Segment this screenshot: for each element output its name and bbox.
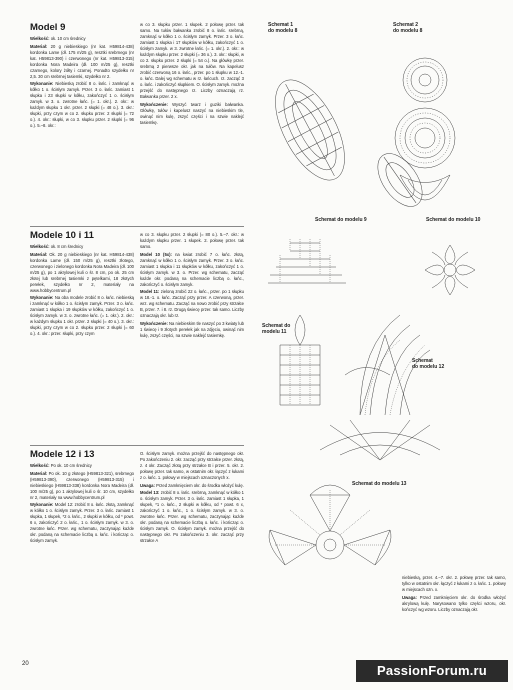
schema13-star	[269, 485, 391, 565]
watermark-logo: PassionForum.ru	[356, 660, 508, 682]
schema13-label: Schemat do modelu 13	[352, 481, 407, 487]
schema10-flower	[425, 245, 475, 295]
model9-cont-text: w co 3. słupku przer. 1 słupek. 2 połowę przer. tak samo. Na tułów bałwanka zrobić 8 o. łańc. srebrną, zamknąć w kółko 1 o. ścisłym zamyk. Przer. 3 o. łańc. zamiast 1 słupka i 17 słupków w kółku, zakończyć 1 o. ścisłym zamyk. w 3. zwrotne łańc. (= 1. okr.). 2. okr.: w każdym słupku przer. 2 słupki (= 36 o.). 3. okr.: słupki, w co 2. słupku przer. 2 słupki (= 54 o.). Na główkę przer. srebrną 2 pierwsze okr. jak na tułów. Na kapelusz zrobić czerwoną 16 o. łańc., przer. po 1 słupku w 12.-1. o. łańc. Dalej wg schematu w rz. łańcuch. rz. zacząć 3 o. łańc. i zakończyć słupkiem. O. ścisłym zamyk. można przejść do następnego rz. Liczby oznaczają rz. Bałwanka przer. 2 x.	[140, 22, 244, 99]
models12-13-note: Uwaga: Przed zamknięciem okr. do środka włożyć kulę.	[140, 482, 244, 488]
models12-13-section	[30, 449, 134, 546]
models10-11-material: Materiał: Ok. 20 g niebieskiego (nr kat. H59814-438) kordonka Lame (dł. 150 m/25 g), resztki złotego, czerwonego i zielonego kordonka Nora Madeira (dł. 100 m/25 g), po 1 akrylowej kuli o śr. 8 cm, po ok. 25 cm złotej lub srebrnej tasiemki z pętelkami, 18 złotych perełek, szydełko nr 2, materiały na www.hobbycentrum.pl	[30, 251, 134, 293]
model9-size: Wielkość: ok. 10 cm średnicy	[30, 36, 86, 41]
schema9-label: Schemat do modelu 9	[315, 217, 367, 223]
models10-11-cont-text: w co 3. słupku przer. 2 słupki (= 80 o.). 5.–7. okr.: w każdym słupku przer. 1 słupek. 2. połowę przer. tak samo.	[140, 232, 244, 249]
page-number: 20	[22, 661, 29, 667]
models10-11-title: Modele 10 i 11	[30, 230, 94, 241]
models12-13-instructions: Wykonanie: Model 12: zrobić 8 o. łańc. złotą, zamknąć w kółko 1 o. ścisłym zamyk. Przer. 3 o. łańc. zamiast 1 słupka, 1 słupek, *2 o. łańc., 2 słupki w kółku, od * powt. 6 x, zakończyć 2 o. łańc., 1 o. ścisłym zamyk. w 3. o. zwrotne łańc. Przer. wg schematu, zaczynając każde okr. podaną na schemacie liczbą o. łańc. i kończąc o. ścisłym zamyk.	[30, 502, 134, 543]
model9-finishing: Wykończenie: Wyszyć twarz i guziki bałwanka. Główkę, tułów i kapelusz naszyć na niebieskim tle, owinąć nim kulę, zszyć części i na szwie naklejć tasiemkę.	[140, 101, 244, 125]
divider	[30, 445, 244, 446]
schema1-label: Schemat 1 do modelu 8	[268, 22, 298, 34]
models10-11-finishing: Wykończenie: Na niebieskim tle naszyć po 3 kwiaty lub 1 świecę i 9 złotych perełek jak na zdjęciu, owinąć nim kulę, zszyć części, na szwie naklejć tasiemkę.	[140, 320, 244, 338]
models12-13-end-text: niebieską, przer. 4.–7. okr. 2. połowę przer. tak samo, tylko w ostatnim okr. łączyć z łukami z o. łańc. 1. połowy w miejscach ozn. x.	[402, 575, 506, 592]
model9-title: Model 9	[30, 22, 66, 33]
models12-13-cont-text: O. ścisłym zamyk. można przejść do następnego okr. Po zakończeniu 2. okr. zacząć przy strzałce przer. złotą, z. 4 okr. Zacząć złotą przy strzałce B i przer. 5. okr. 2. połowę przer. tak samo, w ostatnim okr. łączyć z łukami z o. łańc. 1. połowy w miejscach oznaczonych x.	[140, 451, 244, 480]
models12-13-end-note: Uwaga: Przed zamknięciem okr. do środka włożyć akrylową kulę. Narysowano tylko części wzoru, okr. kończyć wg wzoru. Liczby oznaczają okr.	[402, 594, 507, 612]
schema9-chart	[268, 239, 346, 283]
model9-material: Materiał: 20 g niebieskiego (nr kat. H59814-438) kordonka Lame (dł. 175 m/25 g), resztki srebrnego (nr kat. H59813-390) i czerwonego (nr kat. H59813-315) kordonka Nora Madeira (dł. 100 m/25 g), resztki czarnego, kolory żółty i czarnej. Ponadto szydełko nr 2,5. 30 cm srebrnej tasiemki, szydełko nr 2.	[30, 43, 134, 79]
model9-section	[30, 22, 134, 131]
model9-continued	[140, 22, 244, 127]
schema11-label: Schemat do modelu 11	[262, 323, 291, 335]
models12-13-size: Wielkość: Po ok. 10 cm średnicy	[30, 463, 92, 468]
model8-diagrams	[250, 20, 510, 220]
models12-13-end	[402, 575, 506, 614]
schema10-label: Schemat do modelu 10	[426, 217, 481, 223]
models10-11-section	[30, 230, 134, 339]
models10-11-instructions: Wykonanie: Na oba modele zrobić 8 o. łańc. niebieską i zamknąć w kółko 1 o. ścisłym zamyk. Przer. 3 o. łańc. zamiast 1 słupka i 19 słupków w kółku, zakończyć 1 o. ścisłym zamyk. w 3. o. zwrotne łańc. (= 1. okr.). 2. okr.: w każdym słupku 1 okr. przer. 2 słupki (= 40 o.). 3. okr.: słupki, przy czym w co 2. słupku przer. 2 słupki (= 60 o.). 4. okr.: przer. słupki, przy czym	[30, 295, 134, 336]
models12-13-material: Materiał: Po ok. 10 g złotego (H59813-321), srebrnego (H59813-390), czerwonego (H59813-315) i niebieskiego (H59813-338) kordonka Nora Madeira (dł. 100 m/25 g), po 1 akrylowej kuli o śr. 10 cm, szydełko nr 2, materiały na www.hobbycentrum.pl	[30, 470, 134, 500]
models10-11-size: Wielkość: ok. 8 cm średnicy	[30, 244, 84, 249]
model9-instructions: Wykonanie: Niebieską zrobić 8 o. łańc. i zamknąć w kółko 1 o. ścisłym zamyk. Przer. 3 o. łańc. zamiast 1 słupka i 23 słupki w kółku, zakończyć 1 o. ścisłym zamyk. w 3. o. zwrotne łańc. (= 1. okr.). 2. okr.: w każdym słupku 1 okr. przer. 2 słupki (= 48 o.). 3. okr.: słupki, przy czym w co 2. słupku przer. 2 słupki (= 72 o.). 4. okr.: słupki, w co 3. słupku przer. 2 słupki (= 96 o.). 5.–8. okr.:	[30, 81, 134, 128]
schema12-bottom	[320, 420, 440, 460]
model13-instr: Model 13: zrobić 8 o. łańc. srebrną, zamknąć w kółko 1 o. ścisłym zamyk. Przer. 3 o. łańc. zamiast 1 słupka, 1 słupek, *1 o. łańc., 2 słupki w kółku, od * powt. 6 x, zakończyć 1 o. łańc., 1 o. ścisłym zamyk. w 3. o. zwrotne łańc. Przer. wg schematu, zaczynając każde okr. podaną na schemacie liczbą o. łańc. i kończąc o. ścisłym zamyk. O. ścisłym zamyk. można przejść do następnego okr. Po zakończeniu 3. okr. zacząć przy strzałce A	[140, 490, 245, 543]
models12-13-continued	[140, 451, 244, 546]
model12-13-diagrams	[250, 420, 510, 580]
model10-instr: Model 10 (5x): na kwiat zrobić 7 o. łańc. złotą, zamknąć w kółko 1 o. ścisłym zamyk. Przer. 3 o. łańc. zamiast 1 słupka i 11 słupków w kółku, zakończyć 1 o. ścisłym zamyk. w 3. o. Przer. wg schematu, zacząć każde okr. podaną na schemacie liczbą o. łańc., zakończyć o. ścisłym zamyk.	[140, 251, 244, 287]
schema12-label: Schemat do modelu 12	[412, 358, 445, 370]
schema2-label: Schemat 2 do modelu 8	[393, 22, 423, 34]
models12-13-title: Modele 12 i 13	[30, 449, 95, 460]
model11-instr: Model 11: zieloną zrobić 22 o. łańc., przer. po 1 słupku w 18.-1. o. łańc. Zacząć przy przer. A czerwoną, przer. wrz. wg schematu. Zacząć na nowo zrobić przy strzałce B, przer. 7. i 8. rz. Drugą świecę przer. tak samo. Liczby oznaczają okr. lub rz.	[140, 289, 244, 318]
divider	[30, 226, 244, 227]
models10-11-continued	[140, 232, 244, 340]
